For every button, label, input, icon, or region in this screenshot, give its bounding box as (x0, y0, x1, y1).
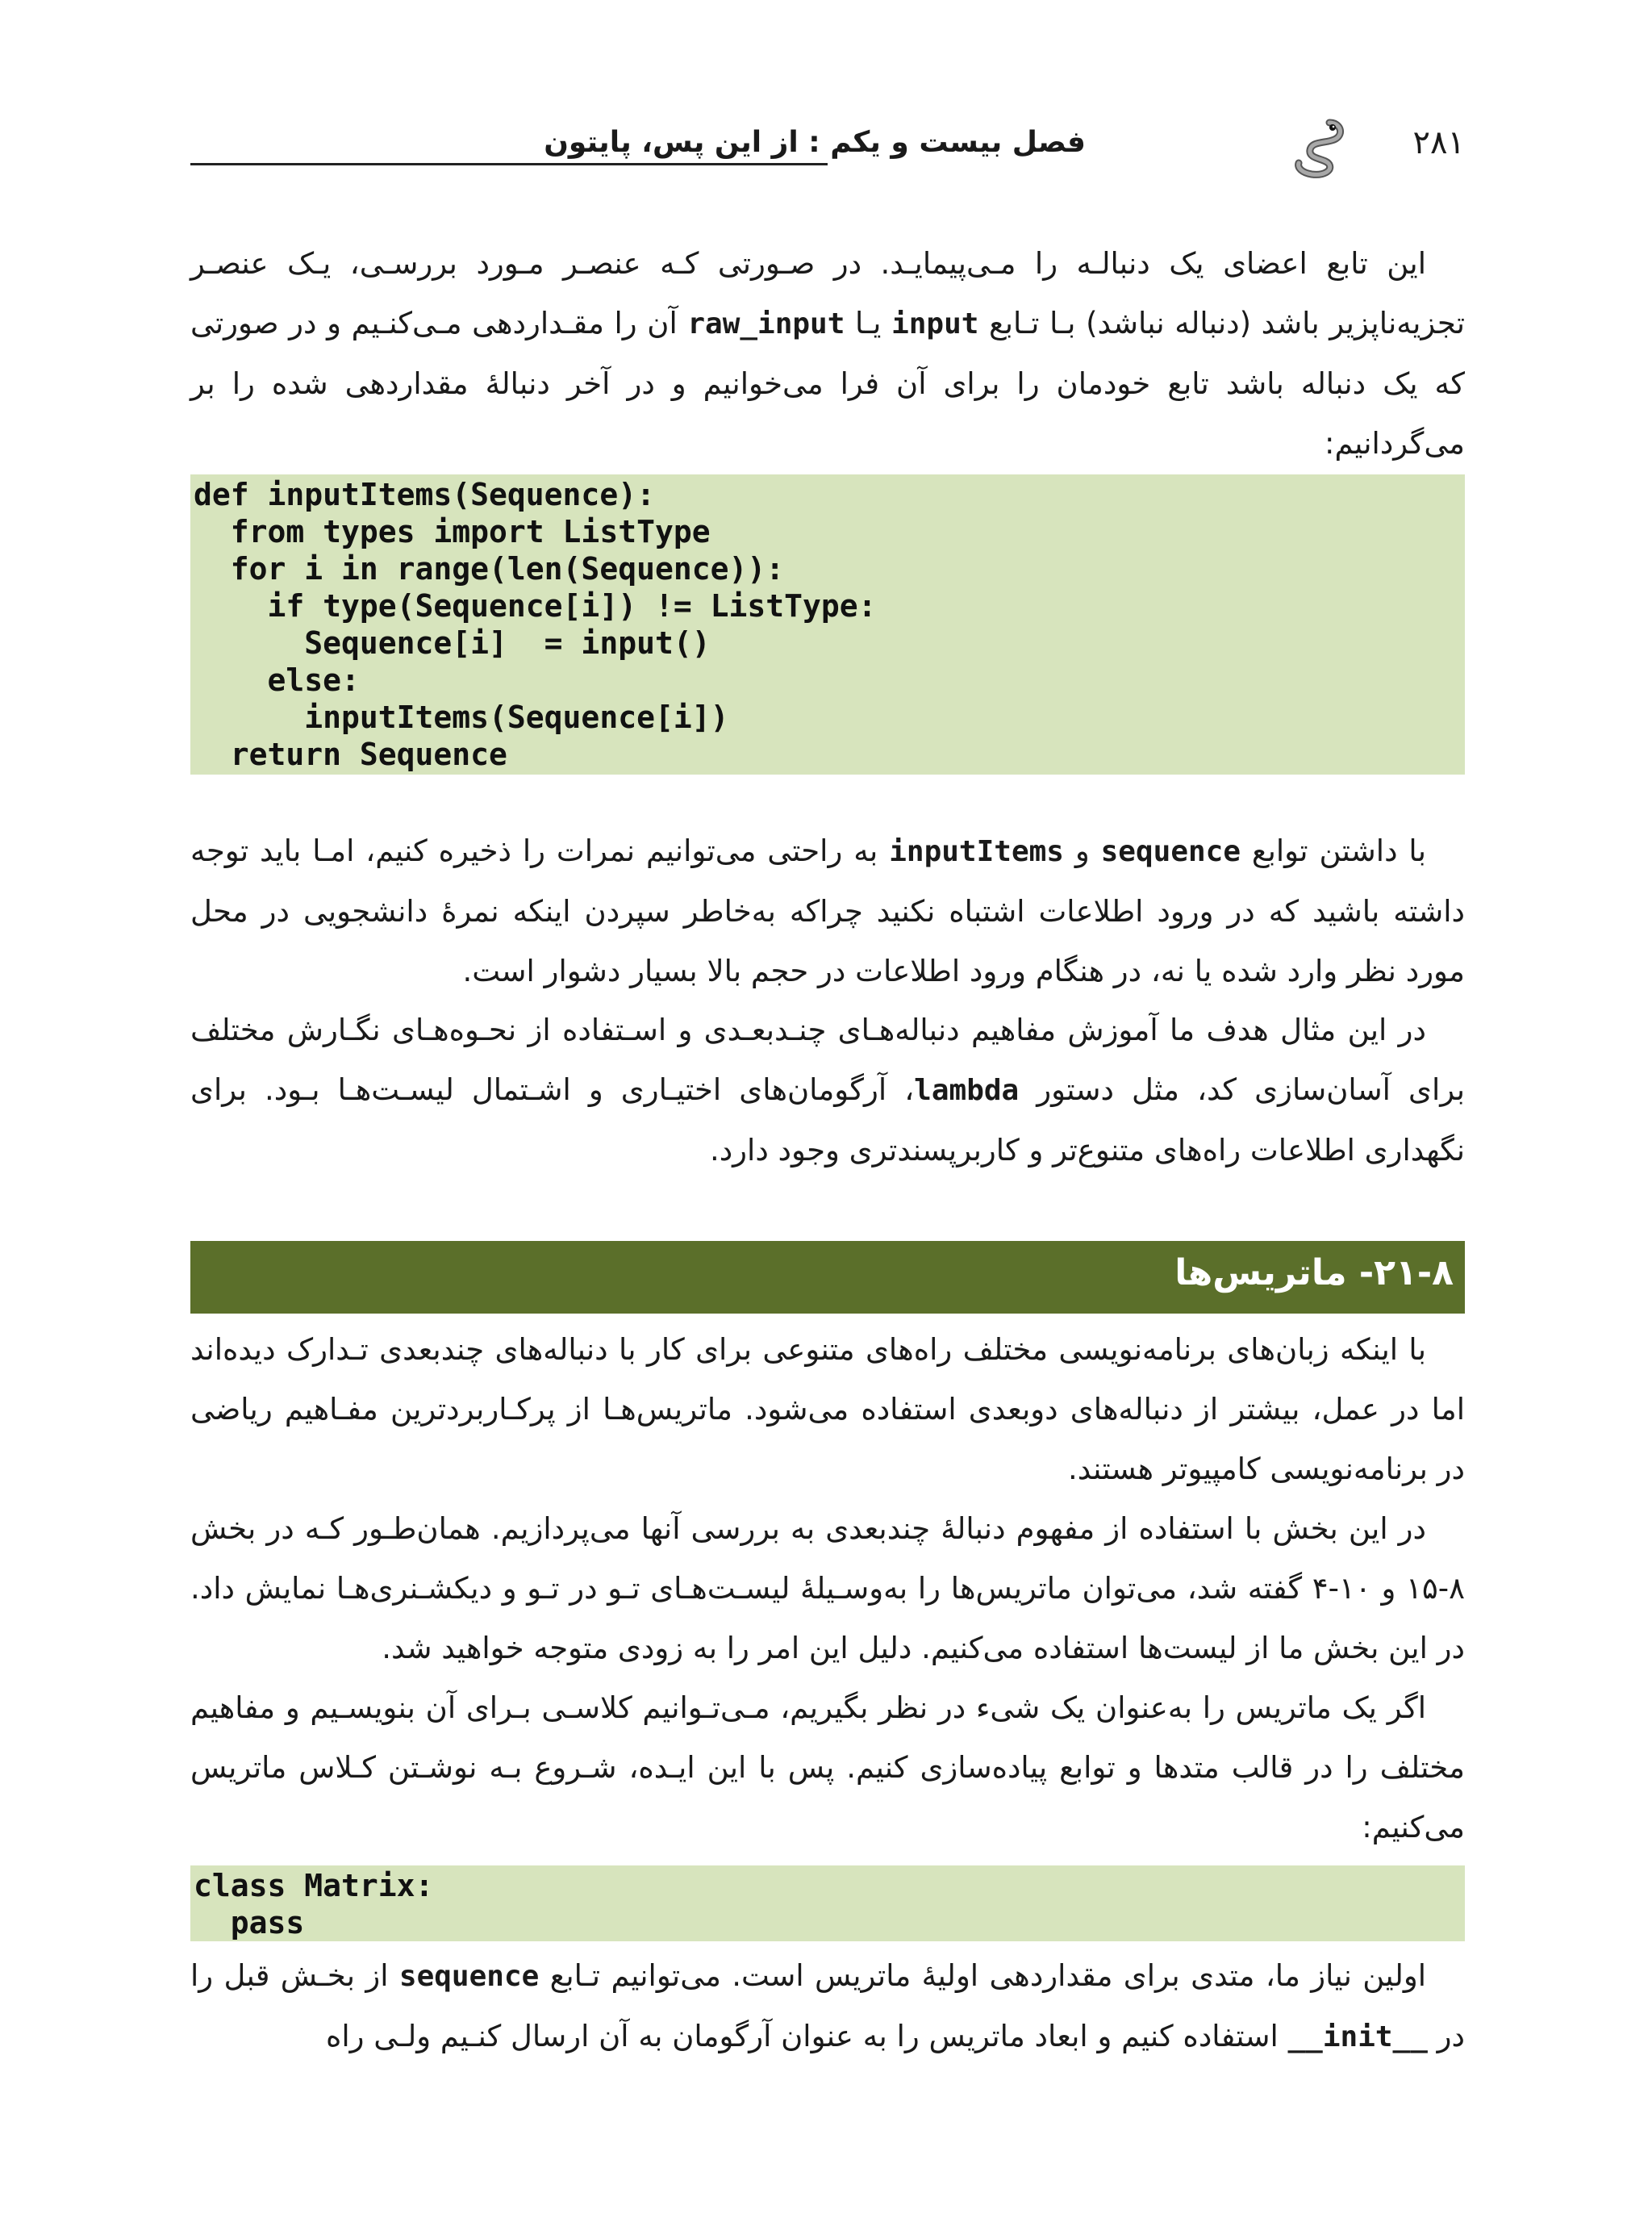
paragraph-matrices-intro (190, 1320, 1465, 1499)
text-run: در این مثال هدف ما آموزش مفاهیم دنباله‌هـای چنـدبعـدی و اسـتفاده از نحـوه‌هـای نگـارش (286, 1013, 1427, 1047)
code-line: from types import ListType (194, 514, 711, 549)
code-line: pass (194, 1905, 305, 1940)
text-run: اولین نیاز ما، متدی برای مقداردهی اولیهٔ ماتریس است. می‌توانیم تـابع (539, 1958, 1426, 1993)
paragraph-text (190, 1678, 1465, 1857)
text-run: مفاهیم مختلف را در قالب متدها و توابع پیاده‌سازی کنیم. پس با این ایـده، شـروع بـه نوشـتن کـلاس (190, 1690, 1465, 1785)
text-run: تجزیه‌ناپزیر باشد (دنباله نباشد) بـا تـابع (978, 306, 1465, 340)
code-line: else: (194, 662, 360, 698)
inline-code-sequence: sequence (398, 1960, 540, 1993)
code-line: class Matrix: (194, 1868, 434, 1903)
inline-code-raw-input: raw_input (687, 307, 845, 340)
text-run: باید توجه داشته باشید که در ورود اطلاعات اشتباه نکنید چراکه به‌خاطر سپردن اینکه نمرهٔ دانشجویی (190, 833, 1465, 929)
inline-code-sequence: sequence (1100, 835, 1241, 868)
text-run: استفاده کنیم و ابعاد ماتریس را به عنوان آرگومان به آن ارسال کنـیم ولـی راه (326, 2019, 1288, 2053)
paragraph-data-entry (190, 821, 1465, 1001)
text-run: با اینکه زبان‌های برنامه‌نویسی مختلف راه‌های متنوعی برای کار با دنباله‌های چندبعدی تـدارک (286, 1332, 1427, 1367)
text-run: یـا (845, 306, 892, 340)
code-block-matrix-class (190, 1865, 1465, 1941)
section-heading-bar (190, 1241, 1465, 1314)
code-line: def inputItems(Sequence): (194, 477, 655, 512)
chapter-title: فصل بیست و یکم : از این پس، پایتون (544, 126, 1086, 159)
paragraph-text (190, 1001, 1465, 1180)
text-run: و (1063, 833, 1101, 868)
text-run: به راحتی می‌توانیم نمرات را ذخیره کنیم، امـا (312, 833, 890, 868)
code-line: Sequence[i] = input() (194, 625, 711, 661)
section-title: ۲۱-۸- ماتریس‌ها (1174, 1252, 1454, 1293)
text-run: قبل را در (190, 1958, 1465, 2053)
text-run: بخش ۸-۱۵ و ۱۰-۴ گفته شد، می‌توان ماتریس‌ها را به‌وسـیلهٔ لیسـت‌هـای تـو در تـو و دیکشـنری‌هـا (190, 1511, 1466, 1606)
text-run: آن را مقـداردهی مـی‌کنـیم و در (289, 306, 688, 340)
inline-code-input-items: inputItems (889, 835, 1064, 868)
text-run: نمایش داد. در این بخش ما از لیست‌ها استفاده می‌کنیم. دلیل این امر را به زودی متوجه خواهید شد. (190, 1571, 1465, 1665)
code-line: for i in range(len(Sequence)): (194, 551, 785, 587)
paragraph-init-method (190, 1946, 1465, 2067)
paragraph-section-overview (190, 1499, 1465, 1678)
code-block-input-items (190, 474, 1465, 775)
paragraph-text (190, 1946, 1465, 2067)
text-run: اگر یک ماتریس را به‌عنوان یک شیء در نظر بگیریم، مـی‌تـوانیم کلاسـی بـرای آن بنویسـیم و (285, 1690, 1426, 1725)
text-run: از بخـش (280, 1958, 399, 1993)
text-run: دیده‌اند اما در عمل، بیشتر از دنباله‌های دوبعدی استفاده می‌شود. ماتریس‌هـا از پرکـاربردترین مفـاهیم (190, 1332, 1465, 1427)
paragraph-text (190, 1499, 1465, 1678)
text-run: ماتریس می‌کنیم: (190, 1750, 1465, 1844)
code-line: if type(Sequence[i]) != ListType: (194, 588, 877, 624)
text-run: در محل مورد نظر وارد شده یا نه، در هنگام ورود اطلاعات در حجم بالا بسیار دشوار است. (190, 894, 1465, 988)
text-run: می‌گردانیم: (1325, 426, 1465, 461)
text-run: صورتی که یک دنباله باشد تابع خودمان را برای آن فرا می‌خوانیم و در آخر دنبالهٔ مقداردهی شده را بر (190, 306, 1465, 401)
text-run: این تابع اعضای یک دنبالـه را مـی‌پیمایـد. در صـورتی کـه عنصـر مـورد بررسـی، یـک عنصـر (190, 246, 1426, 281)
paragraph-text (190, 821, 1465, 1001)
page-number: ۲۸۱ (1412, 124, 1465, 161)
text-run: مختلف برای آسان‌سازی کد، مثل دستور (190, 1013, 1465, 1107)
paragraph-example-goal (190, 1001, 1465, 1180)
text-run: با داشتن توابع (1241, 833, 1426, 868)
text-run: ریاضی در برنامه‌نویسی کامپیوتر هستند. (190, 1392, 1465, 1486)
text-run: ، آرگومان‌های اختیـاری و اشـتمال لیسـت‌هـا بـود. (265, 1072, 915, 1107)
code-line: return Sequence (194, 737, 507, 772)
header-rule (190, 163, 828, 165)
inline-code-input: input (891, 307, 979, 340)
intro-paragraph (190, 234, 1465, 474)
text-run: برای نگهداری اطلاعات راه‌های متنوع‌تر و کاربرپسندتری وجود دارد. (190, 1072, 1465, 1168)
running-header (190, 121, 1465, 178)
code-line: inputItems(Sequence[i]) (194, 700, 729, 735)
paragraph-matrix-class (190, 1678, 1465, 1857)
text-run: در این بخش با استفاده از مفهوم دنبالهٔ چندبعدی به بررسی آنها می‌پردازیم. همان‌طـور کـه در (266, 1511, 1426, 1546)
snake-icon (1287, 115, 1352, 179)
inline-code-lambda: lambda (914, 1074, 1020, 1107)
intro-text (190, 234, 1465, 474)
inline-code-init: __init__ (1287, 2020, 1428, 2053)
paragraph-text (190, 1320, 1465, 1499)
